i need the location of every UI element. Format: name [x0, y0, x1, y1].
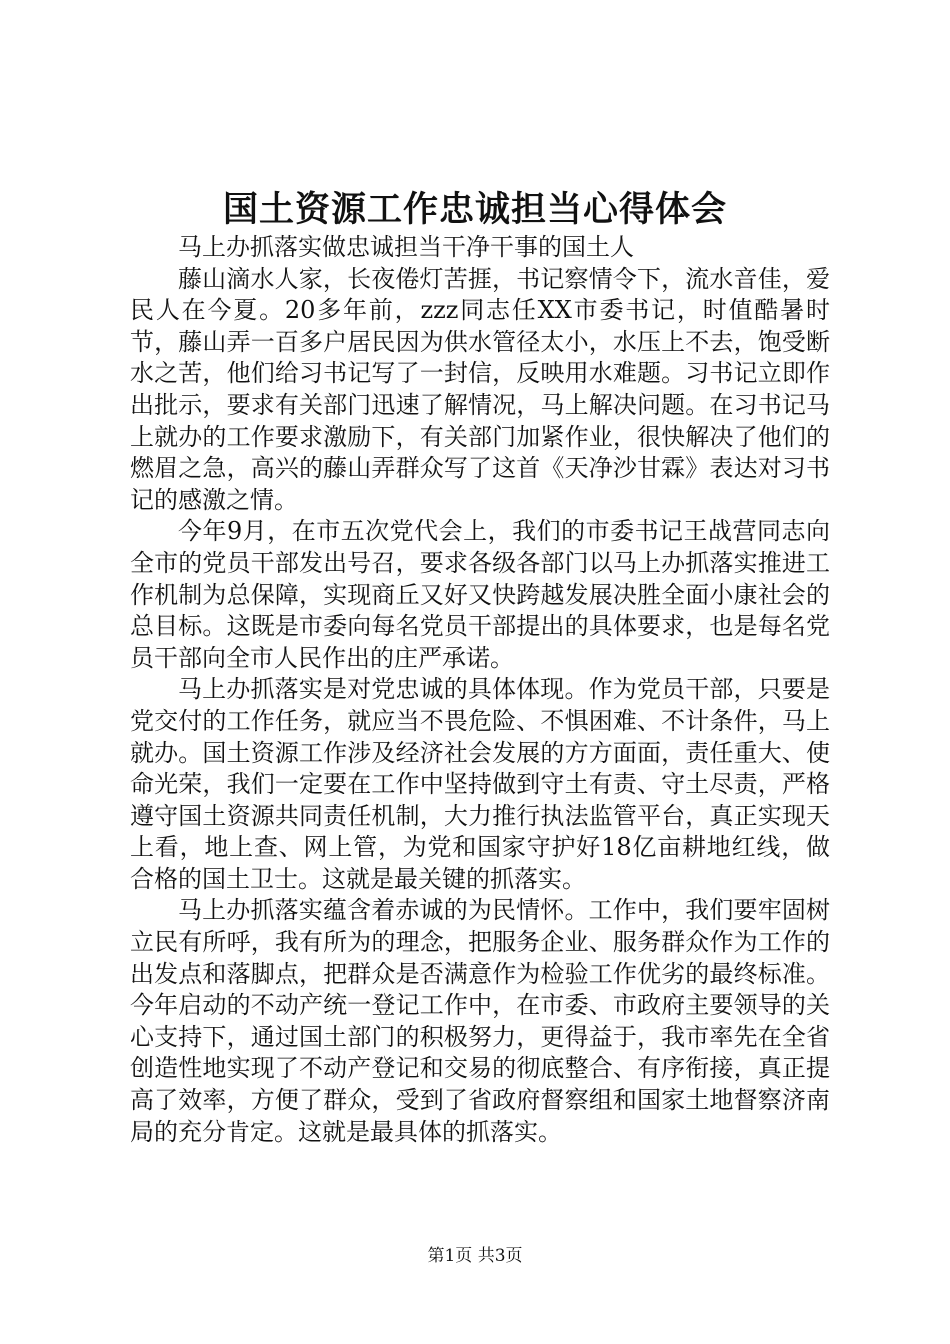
paragraph-1: 藤山滴水人家，长夜倦灯苦捱，书记察情令下，流水音佳，爱民人在今夏。20多年前，zzz同志任XX市委书记，时值酷暑时节，藤山弄一百多户居民因为供水管径太小，水压上不去，饱受断水之苦，他们给习书记写了一封信，反映用水难题。习书记立即作出批示，要求有关部门迅速了解情况，马上解决问题。在习书记马上就办的工作要求激励下，有关部门加紧作业，很快解决了他们的燃眉之急，高兴的藤山弄群众写了这首《天净沙甘霖》表达对习书记的感激之情。 [130, 264, 830, 514]
paragraph-3: 马上办抓落实是对党忠诚的具体体现。作为党员干部，只要是党交付的工作任务，就应当不畏危险、不惧困难、不计条件，马上就办。国土资源工作涉及经济社会发展的方方面面，责任重大、使命光荣，我们一定要在工作中坚持做到守土有责、守土尽责，严格遵守国土资源共同责任机制，大力推行执法监管平台，真正实现天上看，地上查、网上管，为党和国家守护好18亿亩耕地红线，做合格的国土卫士。这就是最关键的抓落实。 [130, 675, 830, 893]
paragraph-subtitle: 马上办抓落实做忠诚担当干净干事的国土人 [178, 233, 634, 261]
paragraph-2: 今年9月，在市五次党代会上，我们的市委书记王战营同志向全市的党员干部发出号召，要求各级各部门以马上办抓落实推进工作机制为总保障，实现商丘又好又快跨越发展决胜全面小康社会的总目标。这既是市委向每名党员干部提出的具体要求，也是每名党员干部向全市人民作出的庄严承诺。 [130, 517, 830, 672]
page-footer: 第1页 共3页 [427, 1246, 523, 1266]
document-body [130, 232, 830, 1148]
document-title: 国土资源工作忠诚担当心得体会 [222, 189, 727, 230]
paragraph-4: 马上办抓落实蕴含着赤诚的为民情怀。工作中，我们要牢固树立民有所呼，我有所为的理念，把服务企业、服务群众作为工作的出发点和落脚点，把群众是否满意作为检验工作优劣的最终标准。今年启动的不动产统一登记工作中，在市委、市政府主要领导的关心支持下，通过国土部门的积极努力，更得益于，我市率先在全省创造性地实现了不动产登记和交易的彻底整合、有序衔接，真正提高了效率，方便了群众，受到了省政府督察组和国家土地督察济南局的充分肯定。这就是最具体的抓落实。 [130, 896, 830, 1146]
